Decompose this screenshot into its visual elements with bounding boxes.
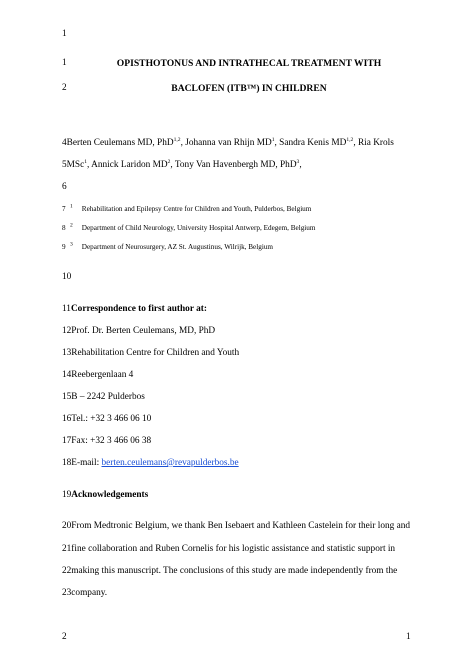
line-number: 11 — [62, 304, 71, 314]
line-number: 16 — [62, 414, 72, 424]
affiliation-sup: 1 — [70, 203, 73, 210]
author-name: , Johanna van Rhijn MD — [180, 138, 272, 148]
correspondence-line — [62, 348, 239, 358]
author-affiliation-sup: 1,2 — [173, 136, 181, 143]
line-number: 19 — [62, 490, 72, 500]
author-name: , Tony Van Havenbergh MD, PhD — [170, 160, 297, 170]
correspondence-text: Fax: +32 3 466 06 38 — [71, 436, 152, 446]
acknowledgements-line — [62, 521, 410, 531]
author-affiliation-sup: 1,2 — [346, 136, 354, 143]
line-number: 15 — [62, 392, 72, 402]
affiliation-line — [62, 205, 311, 213]
line-number: 20 — [62, 521, 72, 531]
correspondence-text: Reebergenlaan 4 — [71, 370, 134, 380]
line-number: 4 — [62, 138, 67, 148]
line-number: 22 — [62, 566, 72, 576]
footer-left-number: 2 — [62, 632, 67, 642]
correspondence-line — [62, 436, 151, 446]
correspondence-text: B – 2242 Pulderbos — [71, 392, 145, 402]
title-line-2: BACLOFEN (ITB™) IN CHILDREN — [171, 83, 327, 94]
email-link[interactable]: berten.ceulemans@revapulderbos.be — [101, 458, 239, 468]
line-number: 5 — [62, 160, 67, 170]
author-line-1 — [62, 138, 394, 148]
affiliation-line — [62, 224, 315, 232]
line-number: 2 — [62, 83, 67, 93]
acknowledgements-heading: Acknowledgements — [71, 490, 149, 500]
acknowledgements-text: fine collaboration and Ruben Cornelis for his logistic assistance and statistic support in — [71, 544, 396, 554]
author-line-2 — [62, 160, 302, 170]
line-number: 9 — [62, 243, 66, 251]
email-label: E-mail: — [71, 458, 102, 468]
author-affiliation-sup: 1 — [84, 158, 88, 165]
correspondence-line — [62, 392, 145, 402]
correspondence-heading-line — [62, 304, 207, 314]
affiliation-text: Department of Neurosurgery, AZ St. Augustinus, Wilrijk, Belgium — [81, 243, 274, 251]
acknowledgements-line — [62, 566, 397, 576]
affiliation-line — [62, 243, 273, 251]
line-number: 10 — [62, 272, 72, 282]
title-line-1: OPISTHOTONUS AND INTRATHECAL TREATMENT WITH — [116, 58, 382, 69]
author-name: , Ria Krols — [353, 138, 394, 148]
author-affiliation-sup: 3 — [296, 158, 300, 165]
correspondence-text: Prof. Dr. Berten Ceulemans, MD, PhD — [71, 326, 216, 336]
line-number: 18 — [62, 458, 72, 468]
acknowledgements-text: making this manuscript. The conclusions of this study are made independently from the — [71, 566, 398, 576]
author-punctuation: , — [299, 160, 302, 170]
acknowledgements-line — [62, 588, 107, 598]
line-number: 6 — [62, 182, 67, 192]
acknowledgements-heading-line — [62, 490, 148, 500]
author-affiliation-sup: 2 — [167, 158, 171, 165]
author-name: Berten Ceulemans MD, PhD — [66, 138, 174, 148]
affiliation-text: Rehabilitation and Epilepsy Centre for Children and Youth, Pulderbos, Belgium — [81, 205, 312, 213]
acknowledgements-line — [62, 544, 395, 554]
acknowledgements-text: company. — [71, 588, 108, 598]
acknowledgements-text: From Medtronic Belgium, we thank Ben Isebaert and Kathleen Castelein for their long and — [71, 521, 411, 531]
line-number: 8 — [62, 224, 66, 232]
correspondence-heading: Correspondence to first author at: — [70, 304, 207, 314]
correspondence-line — [62, 414, 151, 424]
line-number: 23 — [62, 588, 72, 598]
line-number: 17 — [62, 436, 72, 446]
correspondence-line — [62, 326, 215, 336]
line-number: 7 — [62, 205, 66, 213]
footer-page-number: 1 — [406, 632, 411, 642]
email-line — [62, 458, 239, 468]
correspondence-text: Tel.: +32 3 466 06 10 — [71, 414, 152, 424]
line-number: 21 — [62, 544, 72, 554]
affiliation-sup: 2 — [70, 222, 73, 229]
author-affiliation-sup: 1 — [271, 136, 275, 143]
correspondence-text: Rehabilitation Centre for Children and Youth — [71, 348, 240, 358]
correspondence-line — [62, 370, 133, 380]
line-number: 12 — [62, 326, 72, 336]
top-page-number: 1 — [62, 29, 67, 39]
line-number: 13 — [62, 348, 72, 358]
line-number: 1 — [62, 58, 67, 68]
author-name: , Sandra Kenis MD — [274, 138, 347, 148]
line-number: 14 — [62, 370, 72, 380]
author-name: MSc — [66, 160, 85, 170]
affiliation-text: Department of Child Neurology, University Hospital Antwerp, Edegem, Belgium — [81, 224, 316, 232]
author-name: , Annick Laridon MD — [87, 160, 168, 170]
affiliation-sup: 3 — [70, 241, 73, 248]
